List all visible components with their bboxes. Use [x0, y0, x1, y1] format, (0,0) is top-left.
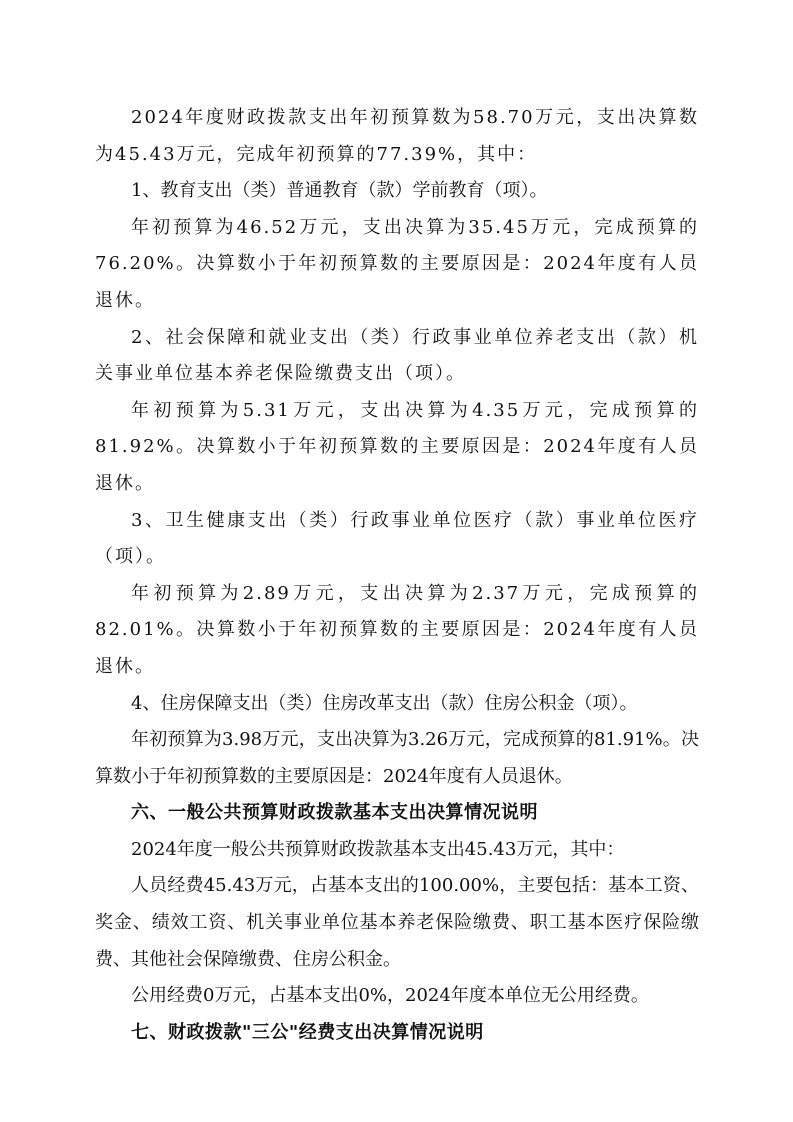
section6-paragraph-2: 人员经费45.43万元，占基本支出的100.00%，主要包括：基本工资、奖金、绩效工资、机关事业单位基本养老保险缴费、职工基本医疗保险缴费、其他社会保障缴费、住房公积金。: [95, 875, 699, 970]
item1-body: 年初预算为46.52万元，支出决算为35.45万元，完成预算的76.20%。决算数小于年初预算数的主要原因是：2024年度有人员退休。: [95, 216, 699, 311]
item2-title: 2、社会保障和就业支出（类）行政事业单位养老支出（款）机关事业单位基本养老保险缴费支出（项）。: [95, 326, 699, 385]
document-body: [95, 100, 699, 1051]
section6-paragraph-1: 2024年度一般公共预算财政拨款基本支出45.43万元，其中：: [131, 838, 625, 860]
item4-title: 4、住房保障支出（类）住房改革支出（款）住房公积金（项）。: [131, 692, 638, 714]
item3-title: 3、卫生健康支出（类）行政事业单位医疗（款）事业单位医疗（项）。: [95, 509, 699, 568]
section6-heading: 六、一般公共预算财政拨款基本支出决算情况说明: [131, 802, 538, 824]
item1-title: 1、教育支出（类）普通教育（款）学前教育（项）。: [131, 180, 548, 202]
section6-paragraph-3: 公用经费0万元，占基本支出0%，2024年度本单位无公用经费。: [131, 985, 649, 1007]
section7-heading: 七、财政拨款"三公"经费支出决算情况说明: [131, 1021, 484, 1043]
item2-body: 年初预算为5.31万元，支出决算为4.35万元，完成预算的81.92%。决算数小于年初预算数的主要原因是：2024年度有人员退休。: [95, 399, 699, 494]
item3-body: 年初预算为2.89万元，支出决算为2.37万元，完成预算的82.01%。决算数小于年初预算数的主要原因是：2024年度有人员退休。: [95, 582, 699, 677]
summary-paragraph: 2024年度财政拨款支出年初预算数为58.70万元，支出决算数为45.43万元，完成年初预算的77.39%，其中：: [95, 107, 699, 165]
item4-body: 年初预算为3.98万元，支出决算为3.26万元，完成预算的81.91%。决算数小于年初预算数的主要原因是：2024年度有人员退休。: [95, 729, 699, 787]
